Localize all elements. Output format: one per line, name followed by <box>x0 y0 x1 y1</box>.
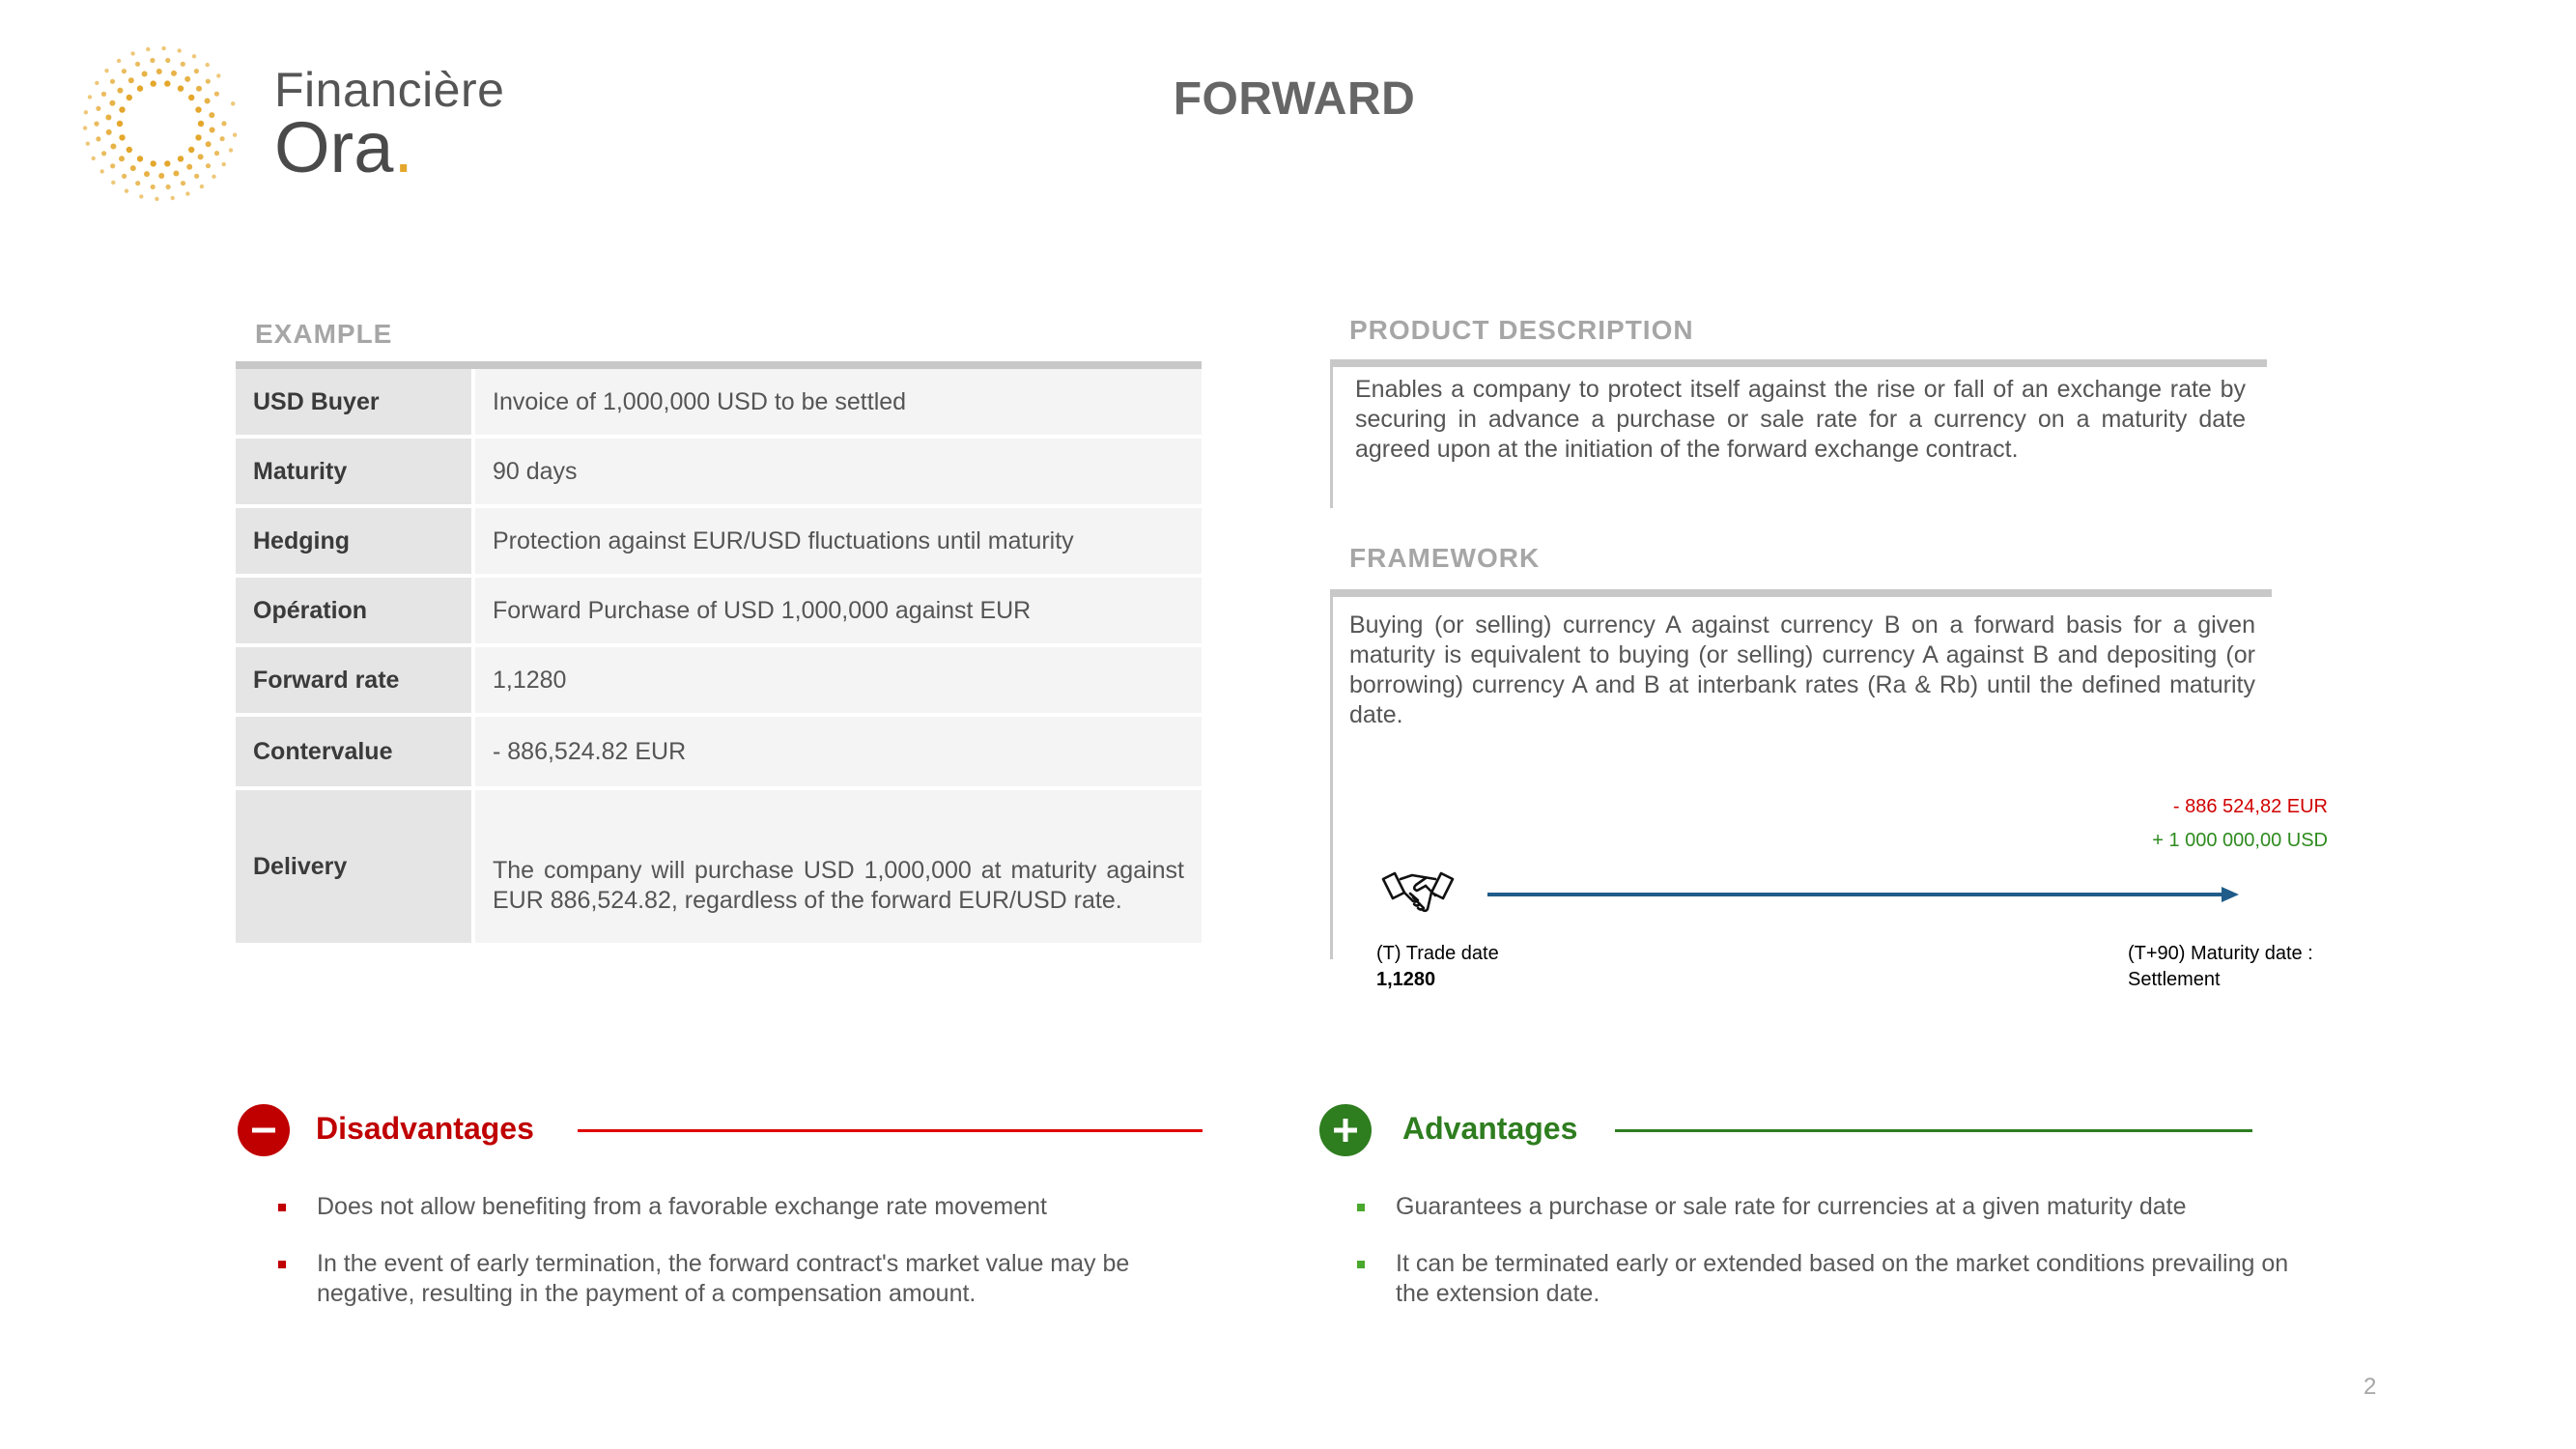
timeline-arrow <box>1487 883 2241 906</box>
settlement-amount-usd: + 1 000 000,00 USD <box>2152 830 2328 851</box>
row-label: Contervalue <box>236 717 471 786</box>
row-label: Opération <box>236 578 471 643</box>
list-item-text: Guarantees a purchase or sale rate for currencies at a given maturity date <box>1396 1193 2187 1220</box>
list-item-text: In the event of early termination, the forward contract's market value may be negative, resulting in the payment of a compensation amount. <box>317 1250 1130 1307</box>
bullet-square-icon <box>1357 1204 1365 1211</box>
example-divider <box>236 361 1202 369</box>
framework-text: Buying (or selling) currency A against currency B on a forward basis for a given maturity is equivalent to buying (or selling) currency A against B and depositing (or borrowing) currency A and B at interbank rates (Ra & Rb) until the defined maturity date. <box>1349 611 2255 728</box>
list-item <box>1357 1192 2304 1222</box>
example-table <box>236 369 1202 947</box>
row-value: The company will purchase USD 1,000,000 at maturity against EUR 886,524.82, regardless of the forward EUR/USD rate. <box>475 790 1202 943</box>
advantages-divider <box>1615 1129 2252 1132</box>
list-item <box>278 1192 1225 1222</box>
trade-date-label: (T) Trade date <box>1376 943 1499 964</box>
row-value: 1,1280 <box>475 647 1202 713</box>
sun-logo-icon <box>75 39 249 213</box>
table-row <box>236 578 1202 643</box>
maturity-line1: (T+90) Maturity date : <box>2128 943 2313 964</box>
table-row <box>236 369 1202 435</box>
disadvantages-divider <box>578 1129 1203 1132</box>
product-description-text: Enables a company to protect itself against the rise or fall of an exchange rate by securing in advance a purchase or sale rate for a currency on a maturity date agreed upon at the initiation of the forward exchange contract. <box>1330 367 2259 508</box>
maturity-line2: Settlement <box>2128 969 2221 990</box>
maturity-date-label <box>2128 941 2350 993</box>
settlement-amount-eur: - 886 524,82 EUR <box>2172 796 2328 817</box>
product-description-header: PRODUCT DESCRIPTION <box>1349 315 1694 345</box>
logo-name-line2 <box>274 106 413 188</box>
row-value: 90 days <box>475 439 1202 504</box>
row-label: USD Buyer <box>236 369 471 435</box>
minus-icon <box>238 1104 290 1156</box>
disadvantages-title: Disadvantages <box>316 1111 534 1146</box>
bullet-square-icon <box>1357 1261 1365 1268</box>
row-value: - 886,524.82 EUR <box>475 717 1202 786</box>
logo-dot: . <box>393 107 413 187</box>
handshake-icon <box>1381 866 1455 920</box>
row-label: Hedging <box>236 508 471 574</box>
page-number: 2 <box>2364 1374 2377 1400</box>
trade-rate: 1,1280 <box>1376 969 1436 990</box>
row-label: Delivery <box>236 790 471 943</box>
table-row <box>236 790 1202 943</box>
product-description-divider <box>1330 359 2267 367</box>
row-value: Protection against EUR/USD fluctuations until maturity <box>475 508 1202 574</box>
row-label: Maturity <box>236 439 471 504</box>
logo-name-line1: Financière <box>274 63 505 117</box>
advantages-title: Advantages <box>1402 1111 1578 1146</box>
row-label: Forward rate <box>236 647 471 713</box>
disadvantages-list <box>278 1192 1225 1336</box>
list-item <box>278 1249 1225 1309</box>
list-item-text: It can be terminated early or extended based on the market conditions prevailing on the extension date. <box>1396 1250 2289 1307</box>
table-row <box>236 439 1202 504</box>
table-row <box>236 508 1202 574</box>
advantages-list <box>1357 1192 2304 1336</box>
logo-name-word: Ora <box>274 107 394 187</box>
list-item-text: Does not allow benefiting from a favorable exchange rate movement <box>317 1193 1047 1220</box>
plus-icon <box>1319 1104 1372 1156</box>
row-value: Forward Purchase of USD 1,000,000 against EUR <box>475 578 1202 643</box>
table-row <box>236 647 1202 713</box>
example-header: EXAMPLE <box>255 319 393 349</box>
list-item <box>1357 1249 2304 1309</box>
company-logo <box>75 39 539 213</box>
bullet-square-icon <box>278 1204 286 1211</box>
bullet-square-icon <box>278 1261 286 1268</box>
row-value: Invoice of 1,000,000 USD to be settled <box>475 369 1202 435</box>
framework-header: FRAMEWORK <box>1349 543 1541 573</box>
table-row <box>236 717 1202 786</box>
page-title: FORWARD <box>1173 73 1416 125</box>
framework-divider <box>1330 589 2272 597</box>
